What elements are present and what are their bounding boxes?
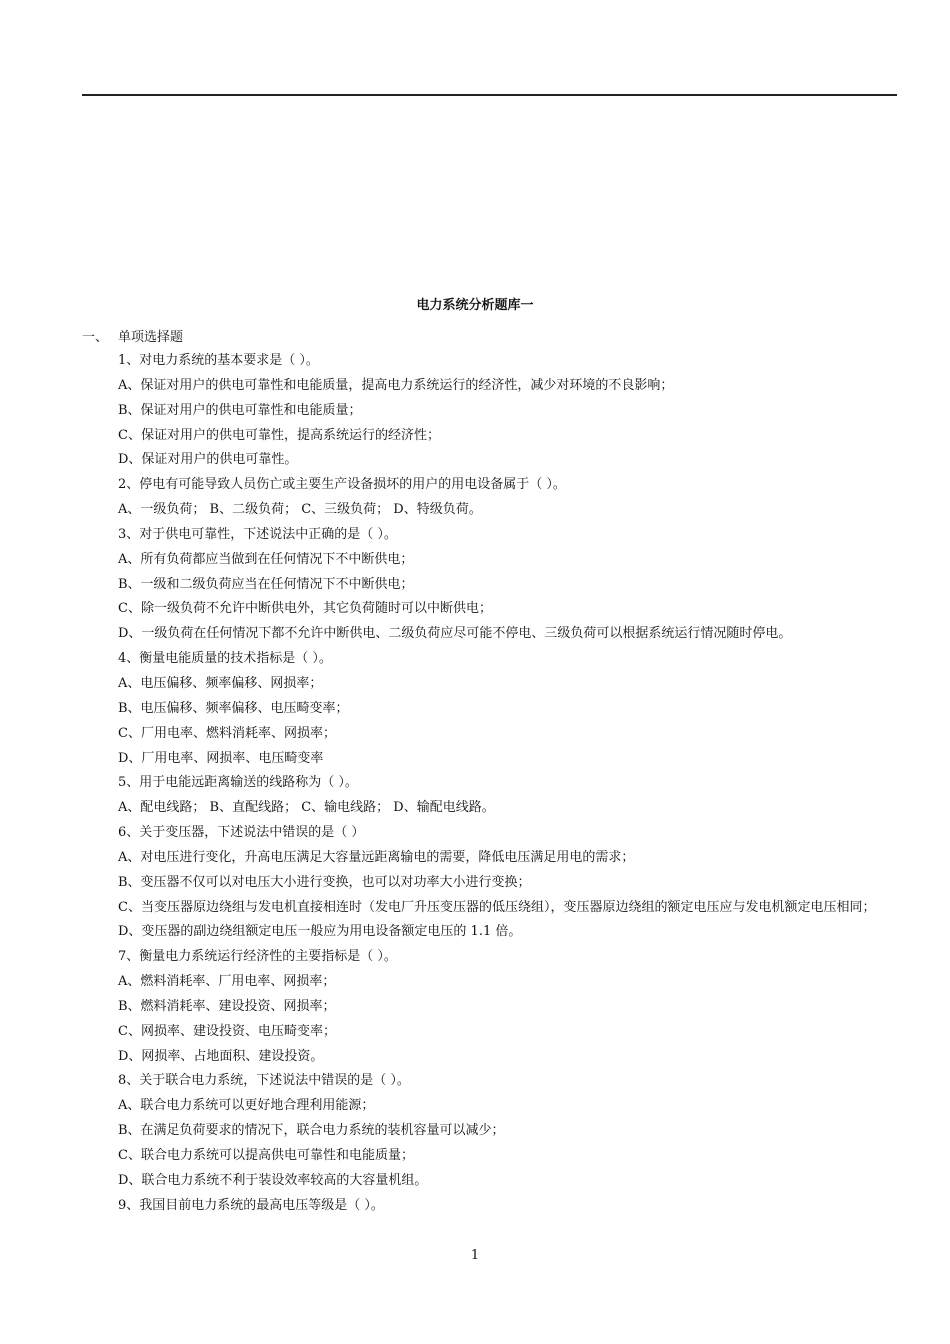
option-8d: D、联合电力系统不利于装设效率较高的大容量机组。 xyxy=(118,1172,428,1188)
option-4d: D、厂用电率、网损率、电压畸变率 xyxy=(118,750,324,766)
option-1a: A、保证对用户的供电可靠性和电能质量，提高电力系统运行的经济性，减少对环境的不良影响； xyxy=(118,377,674,393)
option-3b: B、一级和二级负荷应当在任何情况下不中断供电； xyxy=(118,576,414,592)
question-8: 8、关于联合电力系统，下述说法中错误的是（ ）。 xyxy=(118,1073,410,1089)
option-3a: A、所有负荷都应当做到在任何情况下不中断供电； xyxy=(118,551,414,567)
section-heading xyxy=(82,326,183,345)
option-6a: A、对电压进行变化，升高电压满足大容量远距离输电的需要，降低电压满足用电的需求； xyxy=(118,849,635,865)
option-6c: C、当变压器原边绕组与发电机直接相连时（发电厂升压变压器的低压绕组），变压器原边绕组的额定电压应与发电机额定电压相同； xyxy=(118,899,876,915)
option-1c: C、保证对用户的供电可靠性，提高系统运行的经济性； xyxy=(118,427,440,443)
question-6: 6、关于变压器，下述说法中错误的是（ ） xyxy=(118,825,365,841)
question-5: 5、用于电能远距离输送的线路称为（ ）。 xyxy=(118,775,358,791)
option-1b: B、保证对用户的供电可靠性和电能质量； xyxy=(118,402,362,418)
option-4c: C、厂用电率、燃料消耗率、网损率； xyxy=(118,725,336,741)
option-6d: D、变压器的副边绕组额定电压一般应为用电设备额定电压的 1.1 倍。 xyxy=(118,924,522,940)
question-3: 3、对于供电可靠性，下述说法中正确的是（ ）。 xyxy=(118,526,397,542)
option-6b: B、变压器不仅可以对电压大小进行变换，也可以对功率大小进行变换； xyxy=(118,874,531,890)
question-4: 4、衡量电能质量的技术指标是（ ）。 xyxy=(118,651,332,667)
option-4b: B、电压偏移、频率偏移、电压畸变率； xyxy=(118,700,349,716)
document-title: 电力系统分析题库一 xyxy=(416,298,534,313)
option-7a: A、燃料消耗率、厂用电率、网损率； xyxy=(118,974,336,990)
options-5: A、配电线路； B、直配线路； C、输电线路； D、输配电线路。 xyxy=(118,800,495,816)
question-2: 2、停电有可能导致人员伤亡或主要生产设备损坏的用户的用电设备属于（ ）。 xyxy=(118,477,566,493)
question-7: 7、衡量电力系统运行经济性的主要指标是（ ）。 xyxy=(118,949,397,965)
question-list xyxy=(82,349,897,1219)
option-7c: C、网损率、建设投资、电压畸变率； xyxy=(118,1023,336,1039)
section-number: 一、 xyxy=(82,330,109,345)
page-number: 1 xyxy=(470,1248,480,1263)
option-7d: D、网损率、占地面积、建设投资。 xyxy=(118,1048,324,1064)
question-1: 1、对电力系统的基本要求是（ ）。 xyxy=(118,353,319,368)
section-label: 单项选择题 xyxy=(118,330,184,345)
option-7b: B、燃料消耗率、建设投资、网损率； xyxy=(118,998,336,1014)
options-2: A、一级负荷； B、二级负荷； C、三级负荷； D、特级负荷。 xyxy=(118,502,482,518)
option-3d: D、一级负荷在任何情况下都不允许中断供电、二级负荷应尽可能不停电、三级负荷可以根据系统运行情况随时停电。 xyxy=(118,626,792,642)
option-8a: A、联合电力系统可以更好地合理利用能源； xyxy=(118,1098,375,1114)
option-8b: B、在满足负荷要求的情况下，联合电力系统的装机容量可以减少； xyxy=(118,1123,505,1139)
option-3c: C、除一级负荷不允许中断供电外，其它负荷随时可以中断供电； xyxy=(118,601,492,617)
header-rule xyxy=(82,94,897,96)
option-1d: D、保证对用户的供电可靠性。 xyxy=(118,452,298,468)
option-8c: C、联合电力系统可以提高供电可靠性和电能质量； xyxy=(118,1148,414,1163)
option-4a: A、电压偏移、频率偏移、网损率； xyxy=(118,675,323,691)
question-9: 9、我国目前电力系统的最高电压等级是（ ）。 xyxy=(118,1197,384,1213)
